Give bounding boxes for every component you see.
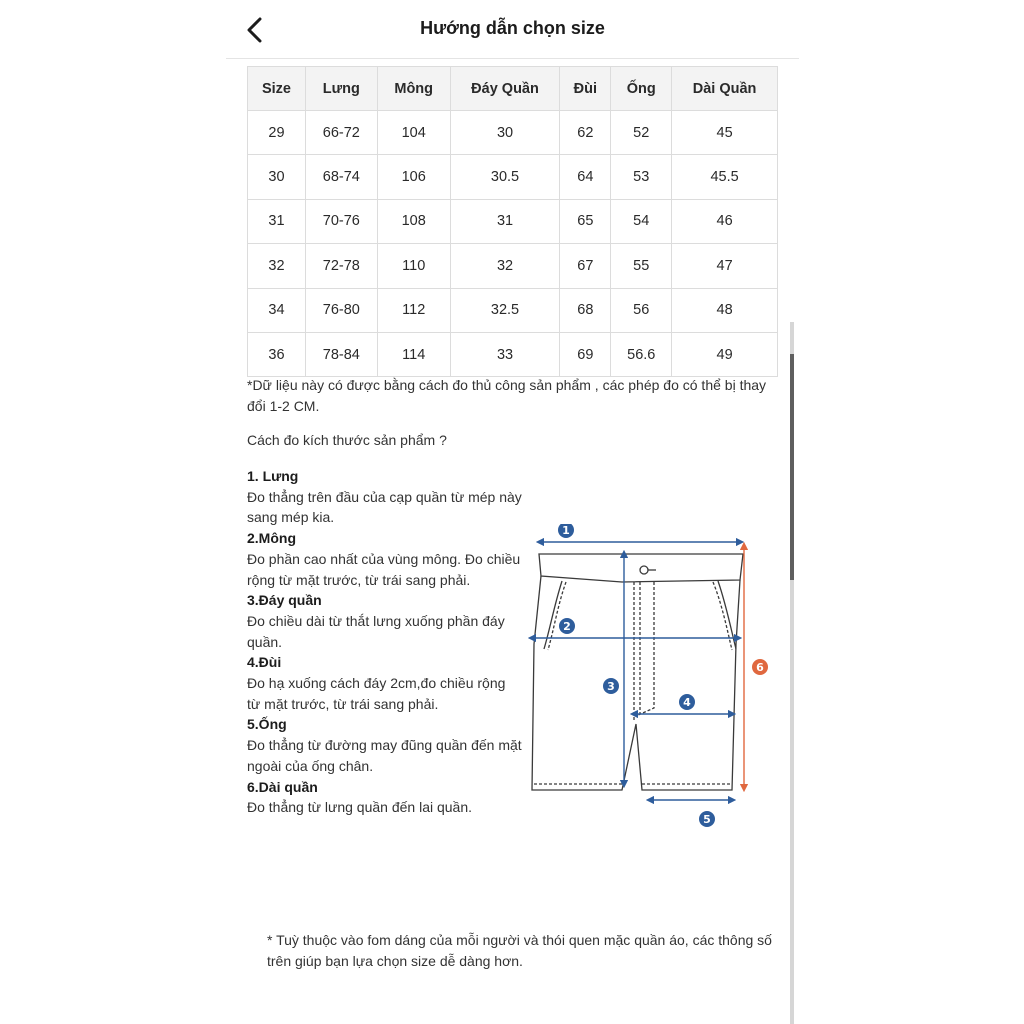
svg-text:1: 1 xyxy=(562,524,570,537)
table-cell: 29 xyxy=(248,111,306,155)
step-text: Đo hạ xuống cách đáy 2cm,đo chiều rộng từ mặt trước, từ trái sang phải. xyxy=(247,675,506,712)
svg-text:4: 4 xyxy=(683,696,691,709)
table-cell: 30.5 xyxy=(450,155,560,199)
marker-4 xyxy=(679,694,695,710)
step-heading: 6.Dài quần xyxy=(247,778,318,795)
marker-5 xyxy=(699,811,715,827)
scrollbar-thumb[interactable] xyxy=(790,354,794,580)
svg-text:5: 5 xyxy=(703,813,711,826)
measurement-steps xyxy=(247,466,522,818)
marker-3 xyxy=(603,678,619,694)
table-cell: 54 xyxy=(611,199,672,243)
footer-note: * Tuỳ thuộc vào fom dáng của mỗi người và thói quen mặc quần áo, các thông số trên giúp bạn lựa chọn size dễ dàng hơn. xyxy=(267,932,772,969)
table-cell: 45.5 xyxy=(672,155,778,199)
table-cell: 34 xyxy=(248,288,306,332)
column-header: Size xyxy=(248,67,306,111)
table-cell: 78-84 xyxy=(305,332,377,376)
table-cell: 65 xyxy=(560,199,611,243)
table-row xyxy=(248,199,778,243)
table-cell: 30 xyxy=(450,111,560,155)
column-header: Mông xyxy=(377,67,450,111)
column-header: Ống xyxy=(611,67,672,111)
table-cell: 46 xyxy=(672,199,778,243)
step-text: Đo thẳng trên đầu của cạp quần từ mép này sang mép kia. xyxy=(247,488,522,526)
table-cell: 45 xyxy=(672,111,778,155)
table-cell: 68-74 xyxy=(305,155,377,199)
step-heading: 1. Lưng xyxy=(247,468,299,484)
step-heading: 4.Đùi xyxy=(247,654,282,671)
column-header: Dài Quần xyxy=(672,67,778,111)
shorts-outline xyxy=(532,554,743,790)
table-row xyxy=(248,155,778,199)
table-cell: 72-78 xyxy=(305,244,377,288)
table-cell: 114 xyxy=(377,332,450,376)
table-cell: 70-76 xyxy=(305,199,377,243)
step-text: Đo thẳng từ đường may đũng quần đến mặt ngoài của ống chân. xyxy=(247,737,522,774)
marker-1 xyxy=(558,524,574,538)
svg-text:3: 3 xyxy=(607,680,615,693)
step-heading: 5.Ống xyxy=(247,716,287,733)
how-to-measure-heading: Cách đo kích thước sản phẩm ? xyxy=(247,432,447,448)
table-cell: 53 xyxy=(611,155,672,199)
column-header: Lưng xyxy=(305,67,377,111)
table-cell: 56.6 xyxy=(611,332,672,376)
step-text: Đo phần cao nhất của vùng mông. Đo chiều rộng từ mặt trước, từ trái sang phải. xyxy=(247,550,521,588)
table-cell: 31 xyxy=(450,199,560,243)
table-cell: 33 xyxy=(450,332,560,376)
table-cell: 108 xyxy=(377,199,450,243)
step-heading: 3.Đáy quần xyxy=(247,592,322,609)
table-cell: 112 xyxy=(377,288,450,332)
marker-6 xyxy=(752,659,768,675)
size-table xyxy=(247,66,778,377)
table-cell: 32.5 xyxy=(450,288,560,332)
table-cell: 47 xyxy=(672,244,778,288)
table-cell: 32 xyxy=(450,244,560,288)
table-cell: 49 xyxy=(672,332,778,376)
step-text: Đo chiều dài từ thắt lưng xuống phần đáy quần. xyxy=(247,612,505,650)
table-cell: 55 xyxy=(611,244,672,288)
content-area xyxy=(226,58,799,1024)
table-cell: 76-80 xyxy=(305,288,377,332)
table-row xyxy=(248,332,778,376)
table-cell: 67 xyxy=(560,244,611,288)
table-header-row xyxy=(248,67,778,111)
table-cell: 106 xyxy=(377,155,450,199)
table-cell: 32 xyxy=(248,244,306,288)
table-cell: 69 xyxy=(560,332,611,376)
table-row xyxy=(248,111,778,155)
table-cell: 68 xyxy=(560,288,611,332)
measurement-disclaimer: *Dữ liệu này có được bằng cách đo thủ công sản phẩm , các phép đo có thể bị thay đổi 1-2 CM. xyxy=(247,377,767,414)
header-bar xyxy=(226,0,799,59)
column-header: Đáy Quần xyxy=(450,67,560,111)
table-cell: 66-72 xyxy=(305,111,377,155)
step-text: Đo thẳng từ lưng quần đến lai quần. xyxy=(247,799,473,816)
column-header: Đùi xyxy=(560,67,611,111)
table-cell: 104 xyxy=(377,111,450,155)
table-cell: 110 xyxy=(377,244,450,288)
table-cell: 52 xyxy=(611,111,672,155)
svg-text:2: 2 xyxy=(563,620,571,633)
svg-text:6: 6 xyxy=(756,661,764,674)
shorts-measurement-diagram xyxy=(526,524,786,844)
table-cell: 30 xyxy=(248,155,306,199)
table-cell: 62 xyxy=(560,111,611,155)
step-heading: 2.Mông xyxy=(247,530,296,547)
table-cell: 36 xyxy=(248,332,306,376)
table-cell: 48 xyxy=(672,288,778,332)
marker-2 xyxy=(559,618,575,634)
table-cell: 56 xyxy=(611,288,672,332)
table-cell: 31 xyxy=(248,199,306,243)
table-row xyxy=(248,288,778,332)
table-cell: 64 xyxy=(560,155,611,199)
table-row xyxy=(248,244,778,288)
page-title: Hướng dẫn chọn size xyxy=(420,18,605,38)
